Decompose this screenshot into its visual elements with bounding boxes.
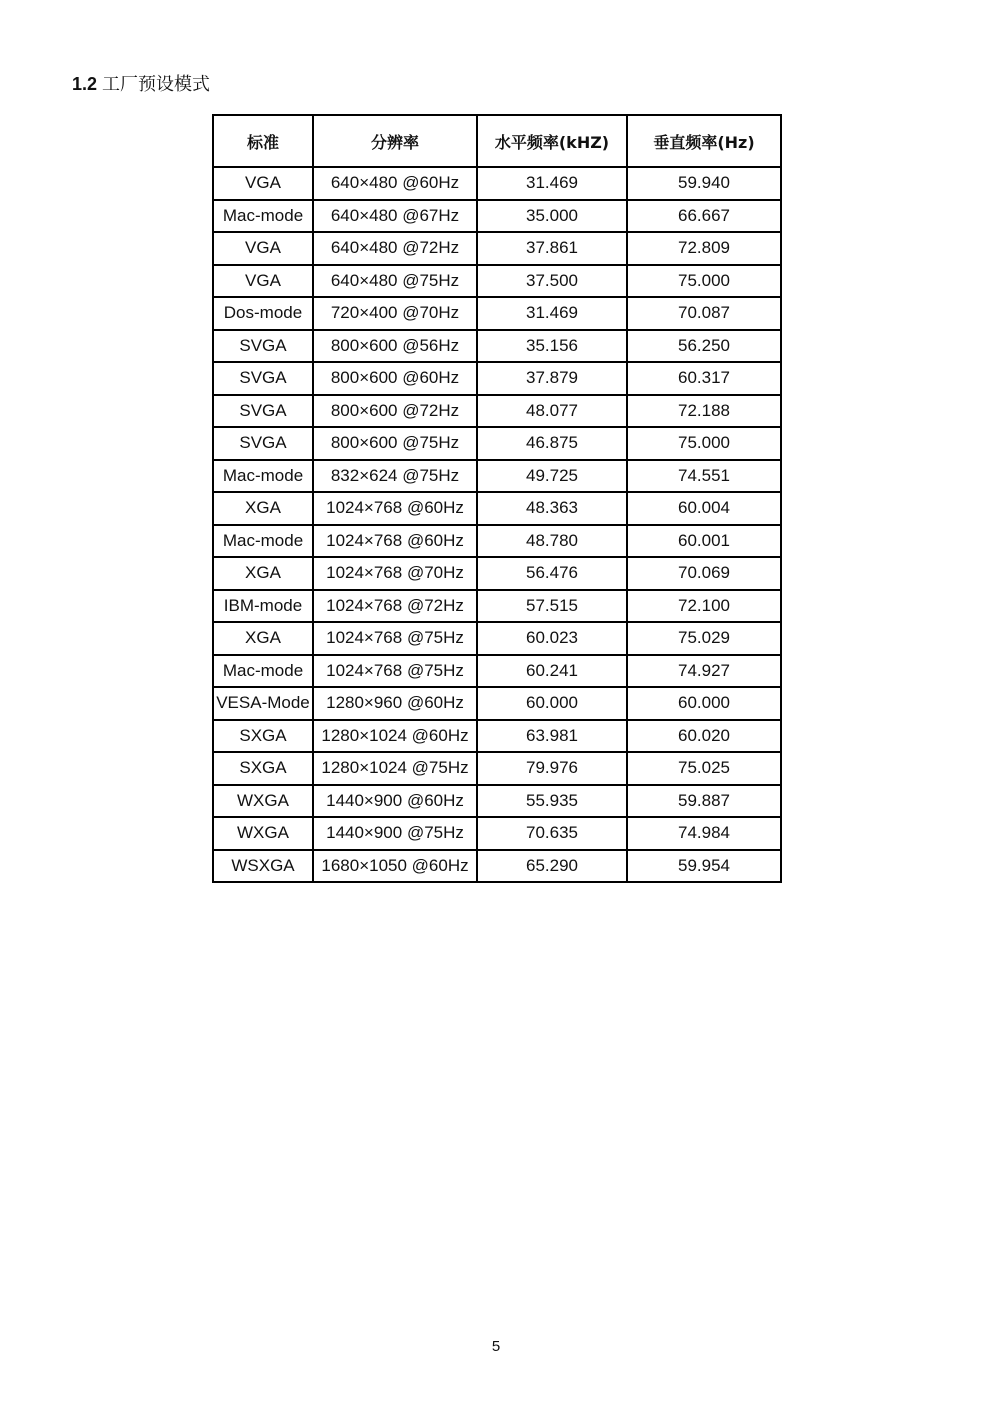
header-horizontal-frequency: 水平频率(kHZ) [477,115,627,167]
cell-horizontal-frequency: 48.780 [477,525,627,558]
cell-standard: VGA [213,232,313,265]
cell-horizontal-frequency: 48.363 [477,492,627,525]
cell-resolution: 1024×768 @72Hz [313,590,477,623]
cell-resolution: 800×600 @72Hz [313,395,477,428]
cell-resolution: 832×624 @75Hz [313,460,477,493]
cell-horizontal-frequency: 48.077 [477,395,627,428]
cell-standard: SVGA [213,395,313,428]
cell-resolution: 1024×768 @70Hz [313,557,477,590]
cell-vertical-frequency: 59.940 [627,167,781,200]
cell-vertical-frequency: 60.317 [627,362,781,395]
header-standard: 标准 [213,115,313,167]
cell-horizontal-frequency: 70.635 [477,817,627,850]
cell-resolution: 1280×960 @60Hz [313,687,477,720]
cell-standard: Mac-mode [213,655,313,688]
cell-horizontal-frequency: 46.875 [477,427,627,460]
table-row [213,460,781,493]
cell-horizontal-frequency: 31.469 [477,167,627,200]
cell-resolution: 640×480 @60Hz [313,167,477,200]
cell-standard: IBM-mode [213,590,313,623]
cell-resolution: 1680×1050 @60Hz [313,850,477,883]
cell-standard: Dos-mode [213,297,313,330]
table-body [213,167,781,882]
table-row [213,687,781,720]
table-row [213,655,781,688]
cell-standard: Mac-mode [213,200,313,233]
cell-vertical-frequency: 60.004 [627,492,781,525]
cell-standard: VGA [213,167,313,200]
cell-vertical-frequency: 60.020 [627,720,781,753]
cell-standard: SVGA [213,330,313,363]
table-row [213,330,781,363]
cell-resolution: 800×600 @75Hz [313,427,477,460]
cell-standard: VGA [213,265,313,298]
cell-standard: SVGA [213,362,313,395]
cell-resolution: 1024×768 @60Hz [313,525,477,558]
table-row [213,297,781,330]
cell-vertical-frequency: 60.001 [627,525,781,558]
cell-vertical-frequency: 75.025 [627,752,781,785]
cell-standard: WXGA [213,785,313,818]
cell-vertical-frequency: 59.887 [627,785,781,818]
cell-standard: XGA [213,622,313,655]
cell-vertical-frequency: 75.029 [627,622,781,655]
table-row [213,817,781,850]
section-number: 1.2 [72,74,98,94]
table-row [213,590,781,623]
cell-standard: SXGA [213,752,313,785]
table-row [213,395,781,428]
table-row [213,362,781,395]
cell-resolution: 1024×768 @75Hz [313,622,477,655]
cell-horizontal-frequency: 35.156 [477,330,627,363]
cell-vertical-frequency: 60.000 [627,687,781,720]
cell-vertical-frequency: 74.984 [627,817,781,850]
cell-vertical-frequency: 72.100 [627,590,781,623]
header-resolution: 分辨率 [313,115,477,167]
table-row [213,850,781,883]
cell-standard: SXGA [213,720,313,753]
cell-horizontal-frequency: 63.981 [477,720,627,753]
cell-resolution: 800×600 @56Hz [313,330,477,363]
cell-horizontal-frequency: 55.935 [477,785,627,818]
cell-vertical-frequency: 75.000 [627,265,781,298]
cell-horizontal-frequency: 49.725 [477,460,627,493]
cell-vertical-frequency: 70.087 [627,297,781,330]
cell-horizontal-frequency: 37.879 [477,362,627,395]
cell-resolution: 1440×900 @75Hz [313,817,477,850]
cell-standard: Mac-mode [213,460,313,493]
cell-standard: WSXGA [213,850,313,883]
table-row [213,720,781,753]
cell-resolution: 800×600 @60Hz [313,362,477,395]
table-row [213,492,781,525]
cell-horizontal-frequency: 60.023 [477,622,627,655]
cell-standard: XGA [213,557,313,590]
cell-resolution: 1024×768 @60Hz [313,492,477,525]
cell-vertical-frequency: 59.954 [627,850,781,883]
cell-vertical-frequency: 66.667 [627,200,781,233]
cell-vertical-frequency: 56.250 [627,330,781,363]
table-header-row [213,115,781,167]
cell-horizontal-frequency: 79.976 [477,752,627,785]
cell-horizontal-frequency: 65.290 [477,850,627,883]
cell-resolution: 1440×900 @60Hz [313,785,477,818]
cell-vertical-frequency: 70.069 [627,557,781,590]
cell-horizontal-frequency: 37.861 [477,232,627,265]
cell-horizontal-frequency: 37.500 [477,265,627,298]
table-row [213,557,781,590]
page-number: 5 [491,1338,501,1355]
table-row [213,525,781,558]
cell-vertical-frequency: 75.000 [627,427,781,460]
cell-horizontal-frequency: 56.476 [477,557,627,590]
cell-standard: XGA [213,492,313,525]
table-row [213,232,781,265]
header-vertical-frequency: 垂直频率(Hz) [627,115,781,167]
cell-standard: Mac-mode [213,525,313,558]
table-row [213,265,781,298]
cell-resolution: 720×400 @70Hz [313,297,477,330]
cell-resolution: 1024×768 @75Hz [313,655,477,688]
table-row [213,622,781,655]
cell-horizontal-frequency: 57.515 [477,590,627,623]
cell-resolution: 1280×1024 @60Hz [313,720,477,753]
table-row [213,752,781,785]
table-row [213,167,781,200]
cell-vertical-frequency: 72.188 [627,395,781,428]
section-heading [72,72,210,97]
section-title: 工厂预设模式 [102,74,211,95]
cell-resolution: 640×480 @67Hz [313,200,477,233]
table-row [213,200,781,233]
cell-horizontal-frequency: 60.241 [477,655,627,688]
cell-horizontal-frequency: 35.000 [477,200,627,233]
cell-standard: WXGA [213,817,313,850]
cell-standard: VESA-Mode [213,687,313,720]
cell-vertical-frequency: 74.551 [627,460,781,493]
table-row [213,427,781,460]
table-row [213,785,781,818]
cell-horizontal-frequency: 60.000 [477,687,627,720]
cell-resolution: 640×480 @72Hz [313,232,477,265]
cell-vertical-frequency: 72.809 [627,232,781,265]
cell-standard: SVGA [213,427,313,460]
cell-horizontal-frequency: 31.469 [477,297,627,330]
cell-vertical-frequency: 74.927 [627,655,781,688]
cell-resolution: 640×480 @75Hz [313,265,477,298]
cell-resolution: 1280×1024 @75Hz [313,752,477,785]
preset-modes-table [212,114,782,883]
